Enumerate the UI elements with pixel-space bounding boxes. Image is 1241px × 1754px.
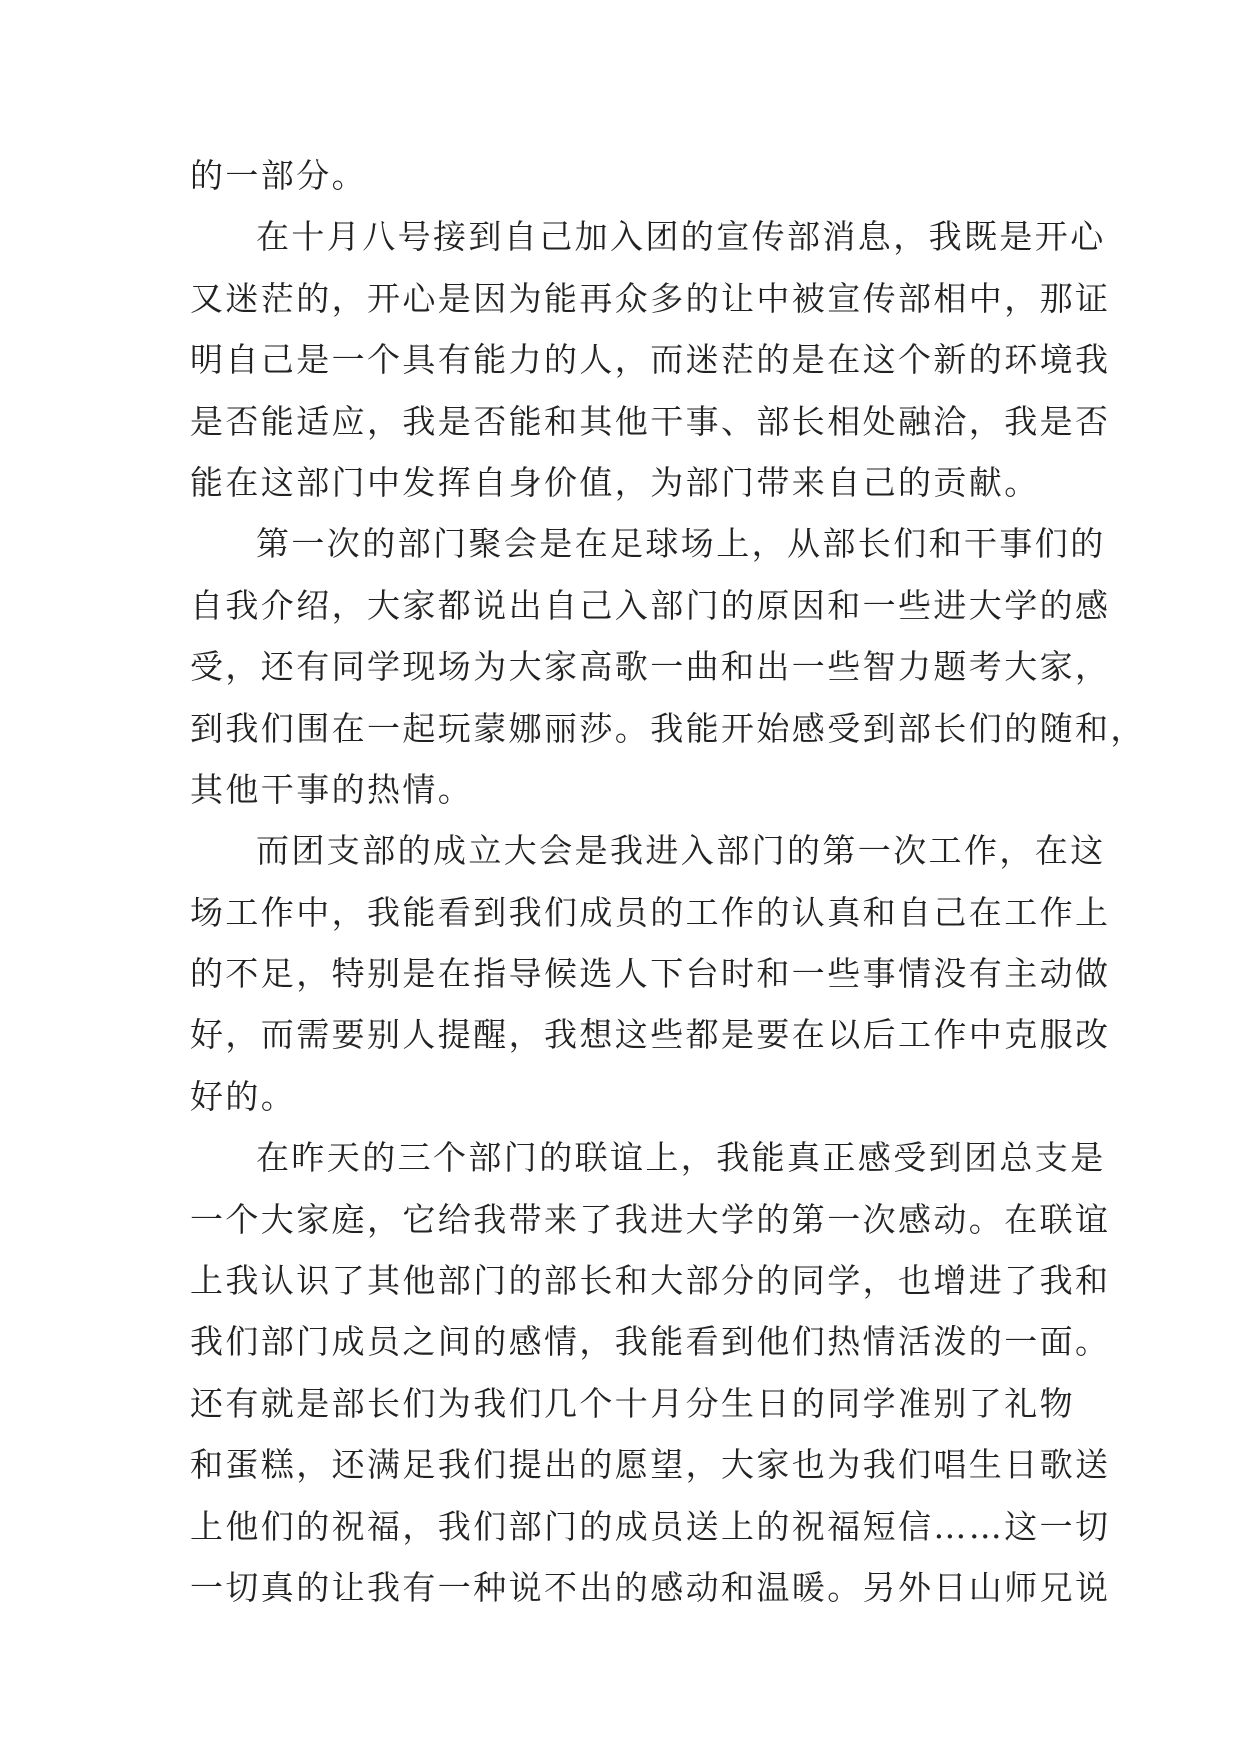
text-line: 的不足，特别是在指导候选人下台时和一些事情没有主动做 <box>190 954 1111 994</box>
text-line: 一个大家庭，它给我带来了我进大学的第一次感动。在联谊 <box>190 1199 1111 1239</box>
text-line: 受，还有同学现场为大家高歌一曲和出一些智力题考大家， <box>190 647 1111 687</box>
text-line: 好，而需要别人提醒，我想这些都是要在以后工作中克服改 <box>190 1015 1111 1055</box>
paragraph <box>190 145 1050 206</box>
paragraph <box>190 206 1111 513</box>
text-line: 其他干事的热情。 <box>190 769 474 809</box>
text-line: 和蛋糕，还满足我们提出的愿望，大家也为我们唱生日歌送 <box>190 1445 1111 1485</box>
text-line: 到我们围在一起玩蒙娜丽莎。我能开始感受到部长们的随和， <box>190 708 1146 748</box>
text-line: 第一次的部门聚会是在足球场上，从部长们和干事们的 <box>256 524 1106 564</box>
text-line: 我们部门成员之间的感情，我能看到他们热情活泼的一面。 <box>190 1322 1111 1362</box>
text-line: 的一部分。 <box>190 156 367 195</box>
text-line: 明自己是一个具有能力的人，而迷茫的是在这个新的环境我 <box>190 340 1111 380</box>
text-line: 还有就是部长们为我们几个十月分生日的同学准别了礼物 <box>190 1383 1075 1423</box>
text-line: 上他们的祝福，我们部门的成员送上的祝福短信……这一切 <box>190 1506 1111 1546</box>
text-line: 而团支部的成立大会是我进入部门的第一次工作，在这 <box>256 831 1106 871</box>
text-line: 上我认识了其他部门的部长和大部分的同学，也增进了我和 <box>190 1261 1111 1301</box>
document-body <box>190 145 1146 1618</box>
paragraph <box>190 1127 1111 1618</box>
text-line: 又迷茫的，开心是因为能再众多的让中被宣传部相中，那证 <box>190 278 1111 318</box>
text-line: 能在这部门中发挥自身价值，为部门带来自己的贡献。 <box>190 462 1040 502</box>
text-line: 在昨天的三个部门的联谊上，我能真正感受到团总支是 <box>256 1138 1106 1178</box>
text-line: 好的。 <box>190 1076 297 1116</box>
text-line: 是否能适应，我是否能和其他干事、部长相处融洽，我是否 <box>190 401 1111 441</box>
text-line: 自我介绍，大家都说出自己入部门的原因和一些进大学的感 <box>190 585 1111 625</box>
text-line: 一切真的让我有一种说不出的感动和温暖。另外日山师兄说 <box>190 1567 1111 1607</box>
paragraph <box>190 820 1111 1127</box>
text-line: 场工作中，我能看到我们成员的工作的认真和自己在工作上 <box>190 892 1111 932</box>
text-line: 在十月八号接到自己加入团的宣传部消息，我既是开心 <box>256 217 1106 257</box>
paragraph <box>190 513 1146 820</box>
